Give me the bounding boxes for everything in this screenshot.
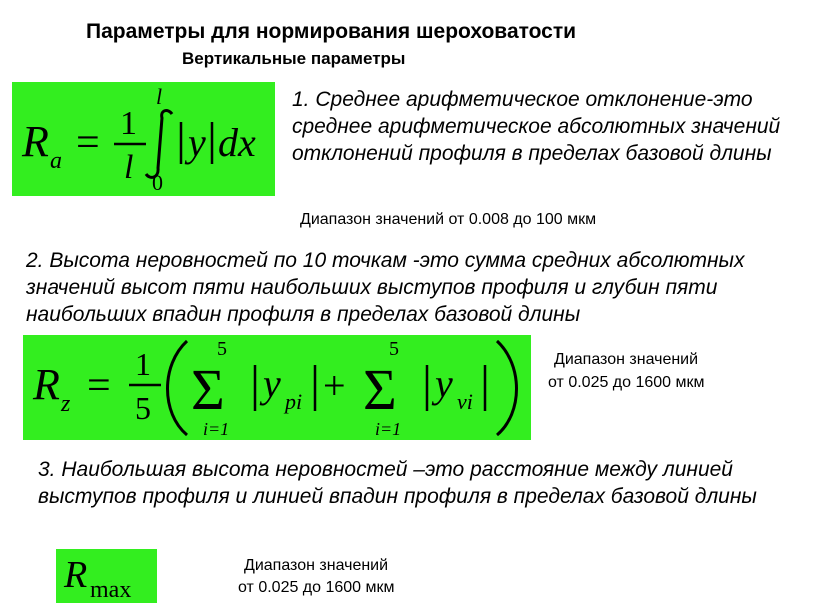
formula-ra-equals: = — [76, 120, 100, 166]
integral-sign-icon — [146, 111, 172, 178]
paren-left-icon — [168, 341, 188, 435]
formula-ra-denominator: l — [124, 149, 134, 186]
formula-ra-differential: dx — [218, 120, 256, 165]
formula-rz-denominator: 5 — [135, 390, 151, 426]
param3-range-line2: от 0.025 до 1600 мкм — [238, 579, 395, 596]
formula-rz-plus: + — [323, 363, 346, 408]
param3-range-line1: Диапазон значений — [244, 557, 389, 574]
formula-rz-symbol: R — [33, 360, 60, 409]
formula-ra-box — [12, 82, 275, 196]
formula-rmax-subscript: max — [90, 577, 132, 603]
formula-rz-subscript: z — [61, 391, 71, 417]
formula-ra — [12, 82, 275, 196]
slide-title: Параметры для нормирования шероховатости — [86, 20, 577, 43]
param1-range: Диапазон значений от 0.008 до 100 мкм — [300, 211, 597, 228]
sum2-sigma-icon: Σ — [363, 357, 397, 422]
formula-rz-box — [23, 335, 531, 440]
param2-description: 2. Высота неровностей по 10 точкам -это сумма средних абсолютных значений высот пяти наибольших выступов профиля и глубин пяти наибольших впадин профиля в пределах базовой длины — [26, 249, 745, 326]
formula-ra-lower-limit: 0 — [152, 170, 163, 195]
param2-range-line2: от 0.025 до 1600 мкм — [548, 374, 705, 391]
param3-description: 3. Наибольшая высота неровностей –это расстояние между линией выступов профиля и линией впадин профиля в пределах базовой длины — [38, 458, 757, 508]
sum1-lower: i=1 — [203, 419, 230, 439]
formula-ra-upper-limit: l — [156, 84, 163, 109]
formula-rmax-box — [56, 549, 157, 603]
formula-rz-term2: y — [435, 361, 453, 406]
formula-rz-term1-sub: pi — [285, 389, 303, 414]
formula-rmax-symbol: R — [64, 554, 88, 596]
sum1-sigma-icon: Σ — [191, 357, 225, 422]
formula-ra-integrand: y — [188, 120, 206, 165]
formula-rz-term2-sub: vi — [457, 389, 473, 414]
formula-rz-equals: = — [87, 363, 111, 409]
formula-rz — [23, 335, 531, 440]
formula-ra-subscript: a — [50, 148, 62, 174]
formula-rz-numerator: 1 — [135, 346, 151, 382]
formula-ra-symbol: R — [22, 117, 49, 166]
formula-ra-numerator: 1 — [120, 105, 137, 142]
formula-rz-term1: y — [263, 361, 281, 406]
sum2-lower: i=1 — [375, 419, 402, 439]
sum1-upper: 5 — [217, 338, 227, 360]
paren-right-icon — [497, 341, 517, 435]
param1-description: 1. Среднее арифметическое отклонение-это среднее арифметическое абсолютных значений отклонений профиля в пределах базовой длины — [292, 88, 781, 165]
param2-range-line1: Диапазон значений — [554, 351, 699, 368]
sum2-upper: 5 — [389, 338, 399, 360]
formula-rmax — [56, 549, 157, 603]
slide-subtitle: Вертикальные параметры — [182, 49, 406, 68]
